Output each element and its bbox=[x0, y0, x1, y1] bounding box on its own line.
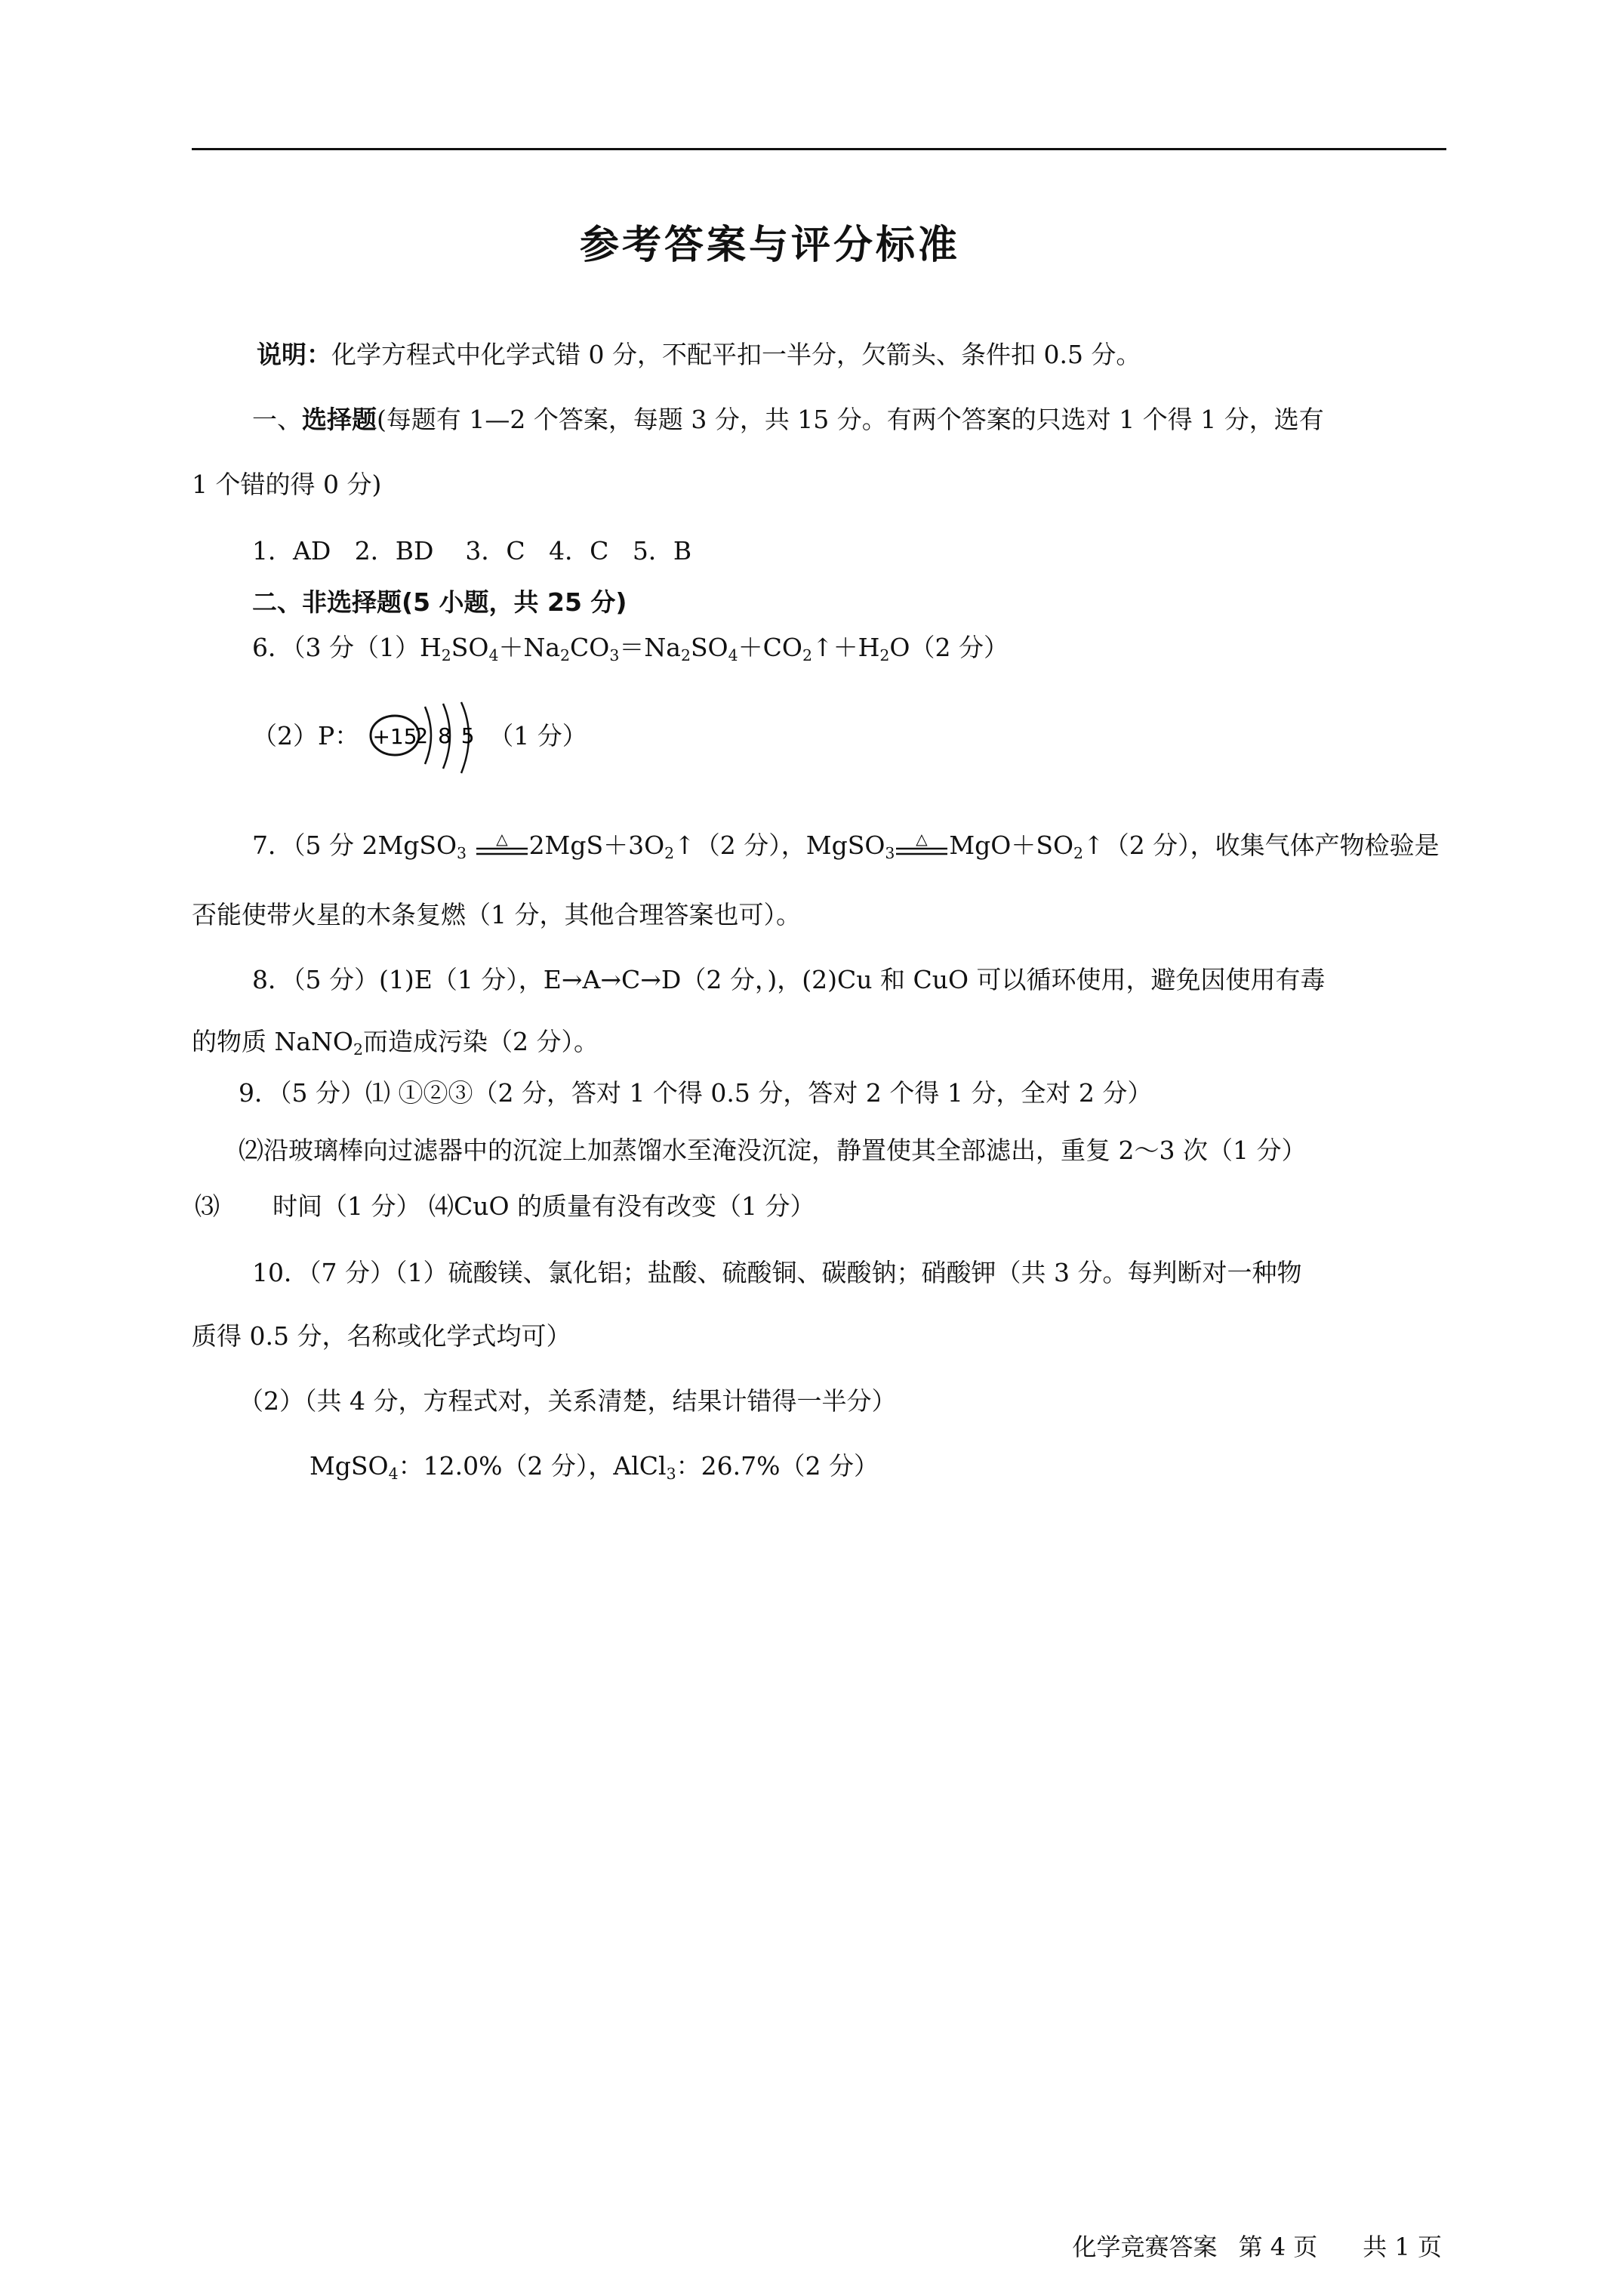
q7-line2: 否能使带火星的木条复燃（1 分，其他合理答案也可）。 bbox=[192, 900, 801, 929]
q7-sub: 2 bbox=[1073, 844, 1084, 863]
q9-line3a: ⑶ bbox=[195, 1191, 220, 1221]
section1-desc: (每题有 1—2 个答案，每题 3 分，共 15 分。有两个答案的只选对 1 个得 1 分，选有 bbox=[377, 405, 1324, 434]
page-title: 参考答案与评分标准 bbox=[579, 223, 960, 268]
q6-formula-part: ＋Na bbox=[498, 633, 561, 662]
footer-total: 共 1 页 bbox=[1363, 2233, 1442, 2261]
section1-prefix: 一、 bbox=[252, 405, 302, 434]
q6-formula-part: ＋CO bbox=[738, 633, 802, 662]
q6-formula-part: CO bbox=[570, 633, 610, 662]
q6-subscript: 3 bbox=[609, 646, 620, 665]
q6-subscript: 2 bbox=[879, 646, 890, 665]
q8-line2 bbox=[192, 1025, 599, 1059]
q9-line2: ⑵沿玻璃棒向过滤器中的沉淀上加蒸馏水至淹没沉淀，静置使其全部滤出，重复 2～3 次（1 分） bbox=[239, 1136, 1307, 1165]
heat-symbol: △ bbox=[495, 831, 508, 848]
q6-formula-part: H bbox=[419, 633, 442, 662]
q10-line4 bbox=[310, 1450, 879, 1483]
choice-answers: 1．AD 2．BD 3．C 4．C 5．B bbox=[252, 536, 692, 566]
page-footer bbox=[1052, 2228, 1442, 2263]
q7-sub: 2 bbox=[664, 844, 675, 863]
atom-shells: 2 8 5 bbox=[414, 723, 476, 748]
q6-line2 bbox=[252, 695, 587, 779]
footer-title: 化学竞赛答案 bbox=[1072, 2233, 1218, 2261]
q6-subscript: 2 bbox=[680, 646, 691, 665]
q7-mid2: ↑（2 分），MgSO bbox=[674, 831, 885, 860]
q6-subscript: 4 bbox=[488, 646, 499, 665]
q10-l4b: ：12.0%（2 分），AlCl bbox=[398, 1451, 667, 1481]
q7-sub: 3 bbox=[885, 844, 895, 863]
q9-line3b: 时间（1 分） ⑷CuO 的质量有没有改变（1 分） bbox=[273, 1191, 815, 1221]
note-text: 化学方程式中化学式错 0 分，不配平扣一半分，欠箭头、条件扣 0.5 分。 bbox=[331, 340, 1141, 369]
footer-page: 第 4 页 bbox=[1238, 2233, 1318, 2261]
q10-sub: 4 bbox=[388, 1465, 399, 1484]
section1-heading: 选择题 bbox=[302, 405, 377, 434]
q6-formula-part: SO bbox=[690, 633, 728, 662]
heating-equals-sign bbox=[475, 831, 529, 864]
atom-structure-icon bbox=[368, 696, 481, 779]
q6-subscript: 2 bbox=[802, 646, 812, 665]
q6-line1 bbox=[252, 631, 1009, 664]
section1-desc-cont: 1 个错的得 0 分) bbox=[192, 470, 382, 499]
q8-sub: 2 bbox=[353, 1040, 363, 1059]
q6-subscript: 2 bbox=[560, 646, 571, 665]
q6-start: 6．（3 分（1） bbox=[252, 633, 420, 662]
heating-equals-sign bbox=[895, 831, 949, 864]
q8-line2a: 的物质 NaNO bbox=[192, 1027, 353, 1056]
q10-line2: 质得 0.5 分，名称或化学式均可） bbox=[192, 1321, 571, 1351]
q10-line3: （2）（共 4 分，方程式对，关系清楚，结果计错得一半分） bbox=[239, 1386, 897, 1416]
q6-part2-label: （2）P： bbox=[252, 721, 360, 750]
q6-formula-part: O（2 分） bbox=[889, 633, 1009, 662]
q6-equation bbox=[419, 633, 1009, 665]
note-label: 说明： bbox=[257, 340, 331, 369]
heat-symbol: △ bbox=[916, 831, 929, 848]
q6-subscript: 4 bbox=[728, 646, 738, 665]
q9-line3 bbox=[195, 1190, 815, 1223]
phosphorus-atom-diagram bbox=[368, 696, 481, 779]
section1-line bbox=[252, 403, 1324, 436]
q6-subscript: 2 bbox=[441, 646, 451, 665]
q7-mid3: MgO＋SO bbox=[949, 831, 1074, 860]
q10-sub: 3 bbox=[666, 1465, 676, 1484]
q6-formula-part: SO bbox=[451, 633, 489, 662]
section2-heading: 二、非选择题(5 小题，共 25 分) bbox=[252, 587, 627, 617]
header-rule bbox=[192, 148, 1446, 150]
q10-line1: 10．（7 分）（1）硫酸镁、氯化铝；盐酸、硫酸铜、碳酸钠；硝酸钾（共 3 分。每判断对一种物 bbox=[252, 1258, 1302, 1287]
q7-end: ↑（2 分），收集气体产物检验是 bbox=[1083, 831, 1440, 860]
q6-formula-part: ↑＋H bbox=[812, 633, 880, 662]
q10-l4a: MgSO bbox=[310, 1451, 389, 1481]
q6-formula-part: ＝Na bbox=[619, 633, 681, 662]
note-line bbox=[257, 338, 1141, 371]
q7-line1 bbox=[252, 829, 1440, 864]
q8-line1: 8．（5 分）(1)E（1 分），E→A→C→D（2 分，)，(2)Cu 和 CuO 可以循环使用，避免因使用有毒 bbox=[252, 965, 1326, 994]
atom-nucleus: +15 bbox=[372, 724, 417, 749]
q10-l4c: ：26.7%（2 分） bbox=[676, 1451, 879, 1481]
q6-part2-score: （1 分） bbox=[488, 721, 587, 750]
q9-line1: 9．（5 分）⑴ ①②③（2 分，答对 1 个得 0.5 分，答对 2 个得 1 分，全对 2 分） bbox=[239, 1078, 1153, 1108]
q7-sub: 3 bbox=[457, 844, 467, 863]
q8-line2b: 而造成污染（2 分）。 bbox=[362, 1027, 599, 1056]
q7-mid1: 2MgS＋3O bbox=[528, 831, 665, 860]
q7-start: 7．（5 分 2MgSO bbox=[252, 831, 457, 860]
